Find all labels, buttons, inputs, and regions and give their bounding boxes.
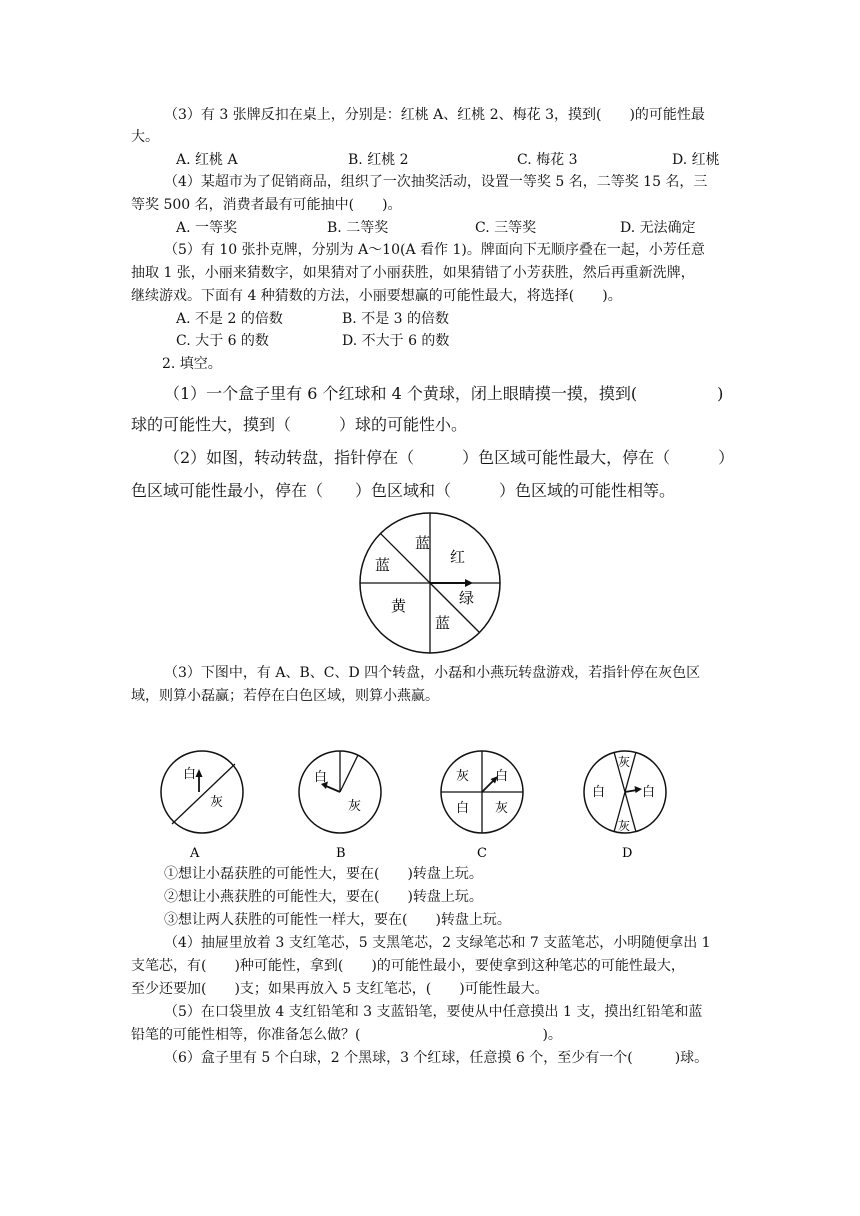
- dial-b-gray-label: 灰: [348, 799, 362, 814]
- fill4-line1: （4）抽屉里放着 3 支红笔芯，5 支黑笔芯，2 支绿笔芯和 7 支蓝笔芯，小明随便拿出 1: [164, 935, 711, 951]
- dial-c-name: C: [477, 846, 487, 861]
- q4-option-d: D. 无法确定: [620, 220, 696, 236]
- q4-line2: 等奖 500 名，消费者最有可能抽中( )。: [131, 197, 402, 213]
- spinner-label-green: 绿: [459, 589, 475, 607]
- dial-a: [161, 751, 243, 861]
- dial-d: [584, 751, 666, 861]
- q5-option-d: D. 不大于 6 的数: [342, 333, 450, 349]
- spinner-label-blue-left: 蓝: [375, 556, 391, 574]
- q4-option-b: B. 二等奖: [327, 220, 389, 236]
- dial-d-gray-label-top: 灰: [618, 755, 631, 769]
- dial-a-gray-label: 灰: [210, 795, 224, 810]
- dial-b-name: B: [336, 846, 346, 861]
- spinner-label-red: 红: [450, 548, 466, 566]
- q5-option-b: B. 不是 3 的倍数: [342, 311, 449, 327]
- fill6-line1: （6）盒子里有 5 个白球，2 个黑球，3 个红球，任意摸 6 个，至少有一个( )球。: [164, 1050, 709, 1066]
- fill3-line1: （3）下图中，有 A、B、C、D 四个转盘，小磊和小燕玩转盘游戏，若指针停在灰色区: [164, 665, 701, 681]
- spinner-label-blue-top: 蓝: [415, 534, 431, 552]
- fill3-sub1: ①想让小磊获胜的可能性大，要在( )转盘上玩。: [164, 866, 483, 882]
- fill2-line1: （2）如图，转动转盘，指针停在（ ）色区域可能性最大，停在（ ）: [164, 448, 735, 467]
- fill4-line2: 支笔芯，有( )种可能性，拿到( )的可能性最小，要使拿到这种笔芯的可能性最大，: [131, 958, 685, 974]
- q3-line1: （3）有 3 张牌反扣在桌上，分别是：红桃 A、红桃 2、梅花 3，摸到( )的可能性最: [164, 107, 705, 123]
- fill5-line2: 铅笔的可能性相等，你准备怎么做？( )。: [131, 1027, 562, 1043]
- q4-option-a: A. 一等奖: [176, 220, 238, 236]
- color-spinner-figure: [355, 508, 505, 658]
- dial-d-gray-label-bottom: 灰: [618, 819, 631, 833]
- q3-line2: 大。: [131, 129, 159, 145]
- fill1-line2: 球的可能性大，摸到（ ）球的可能性小。: [131, 415, 468, 434]
- q5-option-a: A. 不是 2 的倍数: [176, 311, 283, 327]
- dial-c: [441, 751, 523, 861]
- dials-figure: [150, 750, 670, 865]
- dial-c-gray-label-tl: 灰: [456, 769, 470, 784]
- spinner-label-blue-bottom: 蓝: [435, 614, 451, 632]
- dial-c-gray-label-br: 灰: [495, 801, 509, 816]
- dial-c-white-label-bl: 白: [456, 801, 470, 816]
- q5-line1: （5）有 10 张扑克牌，分别为 A～10(A 看作 1)。牌面向下无顺序叠在一起，小芳任意: [164, 242, 705, 258]
- q5-line3: 继续游戏。下面有 4 种猜数的方法，小丽要想赢的可能性最大，将选择( )。: [131, 288, 622, 304]
- dial-d-name: D: [622, 846, 633, 861]
- q4-option-c: C. 三等奖: [475, 220, 537, 236]
- fill3-sub2: ②想让小燕获胜的可能性大，要在( )转盘上玩。: [164, 889, 483, 905]
- fill3-sub3: ③想让两人获胜的可能性一样大，要在( )转盘上玩。: [164, 912, 511, 928]
- dial-d-white-label-left: 白: [592, 785, 606, 800]
- q4-line1: （4）某超市为了促销商品，组织了一次抽奖活动，设置一等奖 5 名，二等奖 15 名，三: [164, 174, 708, 190]
- q3-option-b: B. 红桃 2: [348, 152, 409, 168]
- q3-option-a: A. 红桃 A: [176, 152, 238, 168]
- fill5-line1: （5）在口袋里放 4 支红铅笔和 3 支蓝铅笔，要使从中任意摸出 1 支，摸出红铅笔和蓝: [164, 1004, 703, 1020]
- spinner-label-yellow: 黄: [391, 597, 407, 615]
- dial-c-white-label-tr: 白: [495, 769, 509, 784]
- dial-a-white-label: 白: [183, 767, 197, 782]
- section2-heading: 2. 填空。: [162, 356, 222, 372]
- dial-d-white-label-right: 白: [642, 785, 656, 800]
- dial-b: [299, 751, 381, 861]
- q5-option-c: C. 大于 6 的数: [176, 333, 269, 349]
- fill1-line1: （1）一个盒子里有 6 个红球和 4 个黄球，闭上眼睛摸一摸，摸到( ): [164, 384, 724, 403]
- q3-option-d: D. 红桃: [672, 152, 720, 168]
- fill3-line2: 域，则算小磊赢；若停在白色区域，则算小燕赢。: [131, 688, 439, 704]
- fill2-line2: 色区域可能性最小，停在（ ）色区域和（ ）色区域的可能性相等。: [131, 481, 676, 500]
- fill4-line3: 至少还要加( )支；如果再放入 5 支红笔芯，( )可能性最大。: [131, 981, 549, 997]
- q3-option-c: C. 梅花 3: [517, 152, 578, 168]
- q5-line2: 抽取 1 张，小丽来猜数字，如果猜对了小丽获胜，如果猜错了小芳获胜，然后再重新洗牌，: [131, 265, 695, 281]
- dial-a-name: A: [190, 846, 200, 861]
- dial-b-white-label: 白: [314, 770, 328, 785]
